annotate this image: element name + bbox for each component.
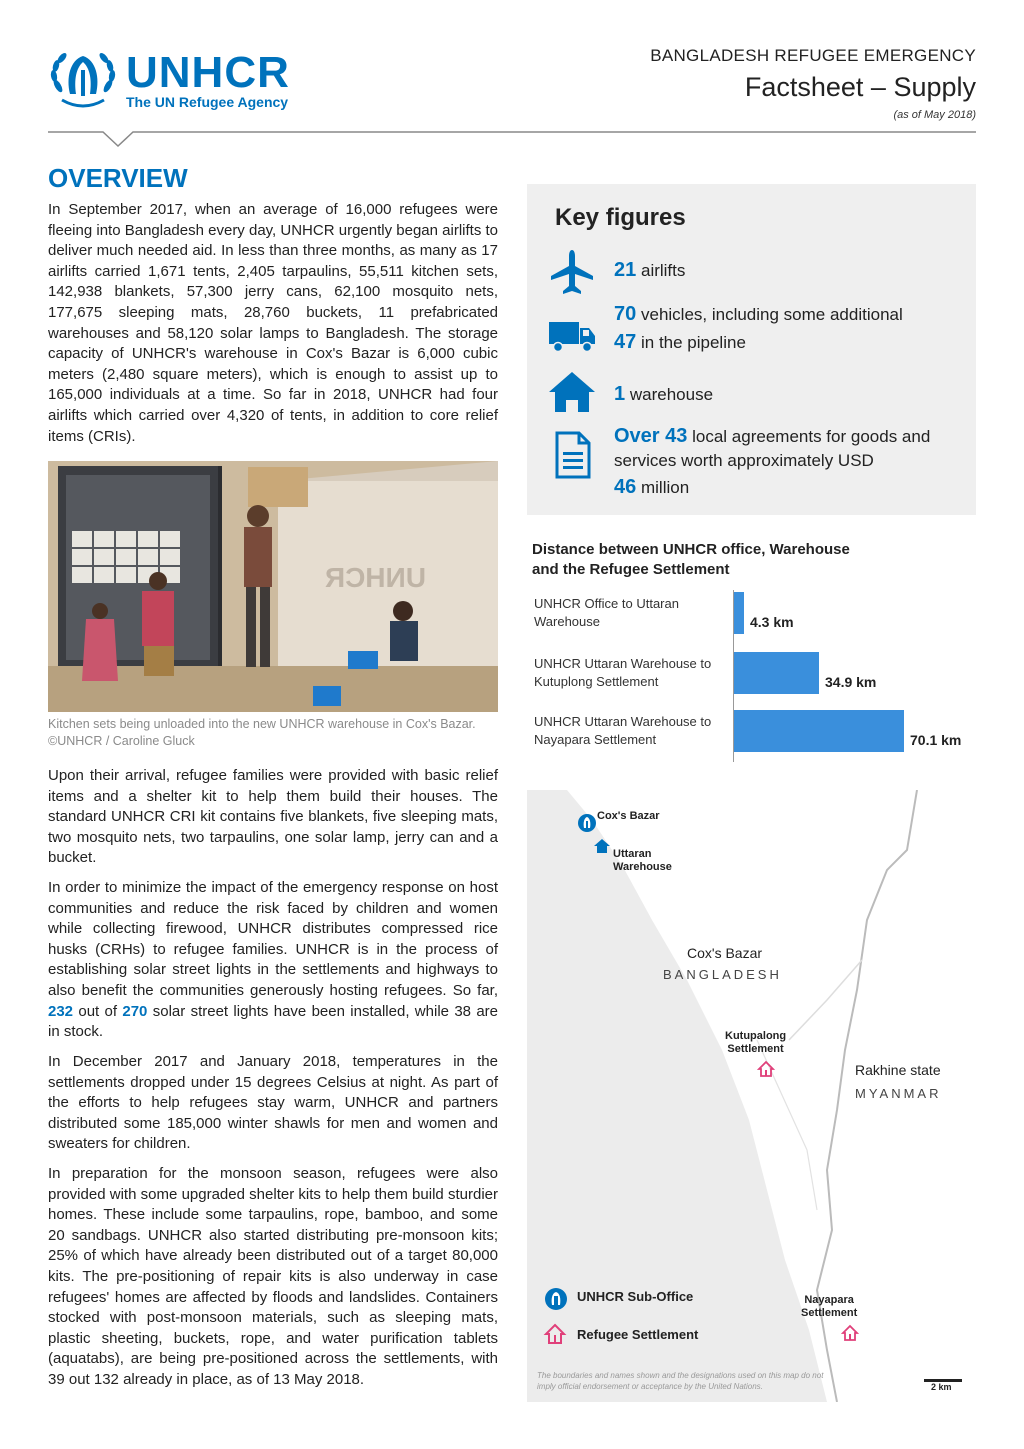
header-titles xyxy=(650,46,976,121)
district-label: Cox's Bazar xyxy=(687,945,763,961)
agreements-label: local agreements for goods and services worth approximately USD xyxy=(614,427,931,470)
nayapara-line-1: Nayapara xyxy=(804,1294,854,1306)
uttaran-line-1: Uttaran xyxy=(613,848,652,860)
org-wordmark: UNHCR xyxy=(126,48,290,97)
key-figure-warehouse xyxy=(547,368,967,412)
chart-value-label: 70.1 km xyxy=(910,732,962,748)
usd-number: 46 xyxy=(614,476,637,498)
vehicles-number: 70 xyxy=(614,303,637,325)
pipeline-label: in the pipeline xyxy=(640,333,746,352)
uttaran-line-2: Warehouse xyxy=(613,861,672,873)
key-figure-agreements xyxy=(547,424,967,504)
header-kicker: BANGLADESH REFUGEE EMERGENCY xyxy=(650,46,976,65)
kutupalong-label xyxy=(725,1030,786,1056)
kutupalong-line-2: Settlement xyxy=(727,1043,784,1055)
warehouse-photo xyxy=(48,461,498,712)
tent-logo-text: UNHCR xyxy=(324,562,426,593)
chart-title: Distance between UNHCR office, Warehouse and the Refugee Settlement xyxy=(532,541,850,578)
pipeline-number: 47 xyxy=(614,331,637,353)
chart-value-label: 34.9 km xyxy=(825,674,877,690)
overview-paragraph-2: Upon their arrival, refugee families were provided with basic relief items and a shelter kit to help them build their houses. The standard UNHCR CRI kit contains five blankets, five sleeping mats, two mosquito nets, two tarpaulins, one solar lamp, jerry can and a bucket. xyxy=(48,767,498,867)
chart-category-label: UNHCR Uttaran Warehouse to Nayapara Settlement xyxy=(534,714,712,747)
key-figure-vehicles xyxy=(547,302,967,362)
legend-suboffice-icon xyxy=(543,1286,569,1312)
vehicles-label: vehicles, including some additional xyxy=(640,305,903,324)
header-date: (as of May 2018) xyxy=(893,109,976,121)
nayapara-line-2: Settlement xyxy=(801,1307,858,1319)
map-disclaimer: The boundaries and names shown and the designations used on this map do not imply official endorsement or acceptance by the United Nations. xyxy=(537,1371,824,1391)
document-icon xyxy=(547,430,597,480)
nayapara-label xyxy=(801,1294,857,1320)
airplane-icon xyxy=(547,248,597,298)
rakhine-label: Rakhine state xyxy=(855,1062,941,1078)
photo-illustration xyxy=(48,461,498,712)
truck-icon xyxy=(547,310,597,360)
key-figure-airlifts xyxy=(547,248,967,292)
myanmar-label: MYANMAR xyxy=(855,1086,942,1101)
overview-paragraph-5: In preparation for the monsoon season, refugees were also provided with some upgraded shelter kits to help them build sturdier homes. These include some tarpaulins, rope, bamboo, and some 20 sandbags. UNHCR also started distributing pre-monsoon kits; 25% of which have already been distributed out of a target 80,000 kits. The pre-positioning of repair kits is also underway in case refugees' homes are affected by floods and landslides. Containers stocked with post-monsoon materials, such as sleeping mats, plastic sheeting, buckets, rope, and water purification tablets (aquatabs), are being pre-positioned across the settlements, with 39 out 132 already in place, as of 13 May 2018. xyxy=(48,1165,498,1388)
chart-category-label: UNHCR Office to Uttaran Warehouse xyxy=(534,596,679,629)
overview-paragraph-1: In September 2017, when an average of 16,000 refugees were fleeing into Bangladesh every day, UNHCR urgently began airlifts to deliver much needed aid. In less than three months, as many as 17 airlifts carried 1,671 tents, 2,405 tarpaulins, 55,511 kitchen sets, 142,938 blankets, 57,300 jerry cans, 62,100 mosquito nets, 177,675 sleeping mats, 28,760 buckets, 11 prefabricated warehouses and 58,120 solar lamps to Bangladesh. The storage capacity of UNHCR's warehouse in Cox's Bazar is 6,000 cubic meters (2,480 square meters), which is enough to assist up to 165,000 individuals at a time. So far in 2018, UNHCR had four airlifts which carried over 4,320 of tents, in addition to core relief items (CRIs). xyxy=(48,201,498,445)
overview-paragraph-4: In December 2017 and January 2018, temperatures in the settlements dropped under 15 degrees Celsius at night. As part of the efforts to help refugees stay warm, UNHCR and partners distributed some 185,000 winter shawls for men and women and sweaters for children. xyxy=(48,1053,498,1153)
chart-bar xyxy=(734,592,744,634)
usd-label: million xyxy=(640,478,690,497)
page-title: Factsheet – Supply xyxy=(744,72,976,102)
kutupalong-line-1: Kutupalong xyxy=(725,1030,787,1042)
airlifts-number: 21 xyxy=(614,259,637,281)
airlifts-label: airlifts xyxy=(640,261,686,280)
coxs-bazar-pin-label: Cox's Bazar xyxy=(597,810,660,822)
overview-paragraph-3 xyxy=(48,878,498,1043)
unhcr-emblem-icon xyxy=(48,48,118,114)
legend-settlement-label: Refugee Settlement xyxy=(577,1327,699,1342)
uttaran-warehouse-label xyxy=(613,848,672,874)
overview-heading: OVERVIEW xyxy=(48,163,188,193)
bangladesh-label: BANGLADESH xyxy=(663,967,782,982)
unhcr-logo xyxy=(48,48,308,114)
org-tagline: The UN Refugee Agency xyxy=(126,94,289,110)
location-map xyxy=(527,790,976,1402)
header-divider xyxy=(48,130,976,150)
legend-suboffice-label: UNHCR Sub-Office xyxy=(577,1289,694,1304)
warehouse-map-icon xyxy=(593,838,611,854)
photo-caption: Kitchen sets being unloaded into the new UNHCR warehouse in Cox's Bazar. ©UNHCR / Caroline Gluck xyxy=(48,717,476,748)
map-scale-label: 2 km xyxy=(931,1382,952,1392)
lights-total-number: 270 xyxy=(122,1002,148,1020)
house-icon xyxy=(547,368,597,418)
legend-settlement-icon xyxy=(543,1322,567,1346)
chart-bar xyxy=(734,710,904,752)
lights-installed-number: 232 xyxy=(48,1002,74,1020)
nayapara-settlement-icon xyxy=(841,1324,859,1342)
paragraph-3-text-b: out of xyxy=(78,1002,118,1020)
warehouse-number: 1 xyxy=(614,383,626,405)
kutupalong-settlement-icon xyxy=(757,1060,775,1078)
key-figures-panel xyxy=(527,184,976,515)
chart-bar xyxy=(734,652,819,694)
paragraph-3-text-c: solar street lights have been installed, while 38 are in stock. xyxy=(48,1002,499,1041)
agreements-number: Over 43 xyxy=(614,425,688,447)
unhcr-office-icon xyxy=(577,812,597,834)
warehouse-label: warehouse xyxy=(629,385,714,404)
key-figures-title: Key figures xyxy=(555,204,686,231)
chart-category-label: UNHCR Uttaran Warehouse to Kutuplong Settlement xyxy=(534,656,712,689)
chart-value-label: 4.3 km xyxy=(750,614,794,630)
page-header xyxy=(0,0,1024,150)
paragraph-3-text-a: In order to minimize the impact of the emergency response on host communities and reduce the risk faced by children and women while collecting firewood, UNHCR distributes compressed rice husks (CRHs) to refugee families. UNHCR is in the process of establishing solar street lights in the settlements and highways to also benefit the communities generously hosting refugees. So far, xyxy=(48,879,498,999)
